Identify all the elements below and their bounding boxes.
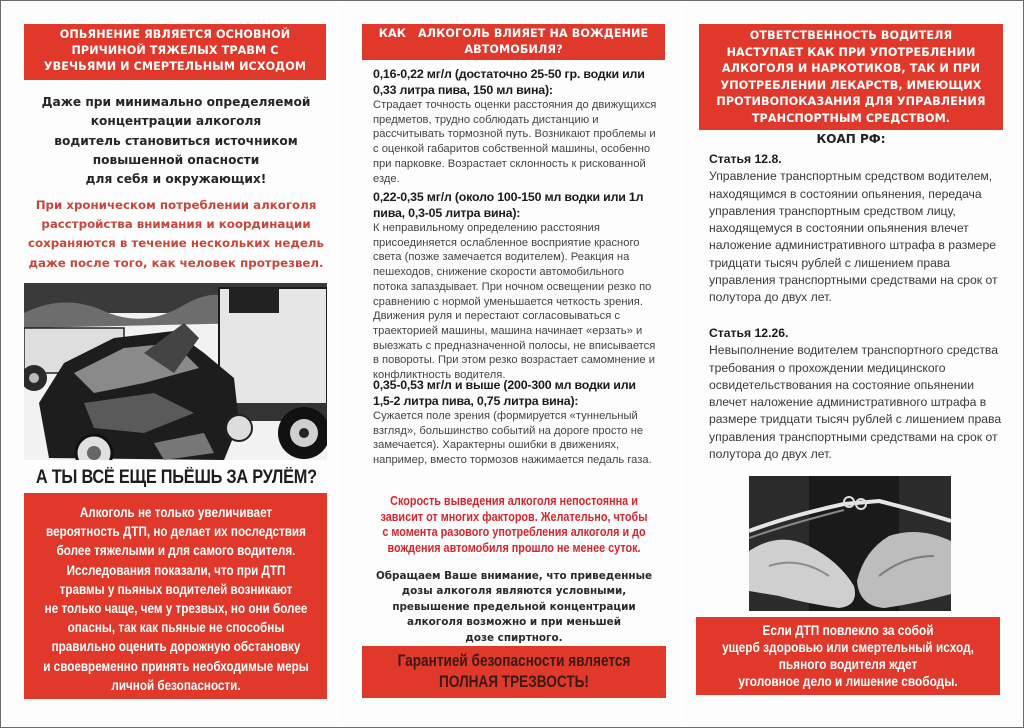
footer-line: Если ДТП повлекло за собой — [762, 623, 934, 638]
intro-line: водитель становиться источником — [54, 133, 298, 148]
footer-line: ПОЛНАЯ ТРЕЗВОСТЬ! — [439, 672, 589, 691]
warning-line: При хроническом потреблении алкоголя — [35, 198, 317, 212]
right-header-line: ПРОТИВОПОКАЗАНИЯ ДЛЯ УПРАВЛЕНИЯ — [716, 95, 986, 109]
dose-section-1 — [373, 67, 659, 186]
code-title-text: КОАП РФ: — [816, 132, 886, 146]
right-header-line: УПОТРЕБЛЕНИИ ЛЕКАРСТВ, ИМЕЮЩИХ — [720, 78, 982, 92]
left-intro-text — [21, 93, 331, 189]
article-title: Статья 12.8. — [709, 152, 782, 166]
red-note-line: с момента разового употребления алкоголя и до — [382, 525, 646, 539]
intro-line: для себя и окружающих! — [85, 172, 267, 187]
info-line: опасны, так как пьяные не способны — [67, 620, 285, 636]
middle-header-line: АВТОМОБИЛЯ? — [464, 43, 563, 56]
panel-middle — [343, 1, 685, 727]
warning-line: сохраняются в течение нескольких недель — [28, 236, 324, 251]
left-header-banner — [24, 24, 326, 80]
handcuffs-photo — [749, 476, 951, 611]
dose-text: К неправильному определению расстояния присоединяется ослабленное восприятие красного света (позже замечается водителем). Реакция на пешеходов, снижение скорости автомобильного потока запаздывает. При ночном освещении резко по сравнению с нормой уменьшается четкость зрения. Движения руля и перестают согласовываться с траекторией машины, машина начинает «ерзать» и выезжать с предназначенной полосы, не вписывается в повороты. При этом резко возрастает самомнение и конфликтность водителя. — [373, 222, 656, 382]
dose-text: Сужается поле зрения (формируется «туннельный взгляд», большинство событий на дороге просто не замечается). Характерны ошибки в движениях, например, вместо тормозов нажимается педаль газа. — [373, 410, 652, 467]
article-12-26 — [709, 325, 1009, 463]
article-title: Статья 12.26. — [709, 326, 789, 340]
left-warning-text — [21, 196, 331, 273]
info-line: Алкоголь не только увеличивает — [79, 505, 273, 520]
notice-line: дозе спиртного. — [465, 631, 563, 644]
dose-section-3 — [373, 378, 659, 468]
footer-line: пьяного водителя ждет — [778, 657, 918, 672]
info-line: и своевременно принять необходимые меры — [43, 658, 309, 674]
left-slogan — [11, 467, 341, 489]
middle-header-line: КАК АЛКОГОЛЬ ВЛИЯЕТ НА ВОЖДЕНИЕ — [378, 27, 649, 40]
dose-section-2 — [373, 190, 659, 383]
notice-line: дозы алкоголя являются условными, — [401, 585, 627, 598]
warning-line: расстройства внимания и координации — [41, 217, 311, 232]
right-footer-banner — [696, 617, 1000, 695]
dose-heading: 0,22-0,35 мг/л (около 100-150 мл водки или 1л пива, 0,3-05 литра вина): — [373, 190, 644, 220]
info-line: Исследования показали, что при ДТП — [66, 562, 286, 578]
info-line: правильно оценить дорожную обстановку — [51, 639, 301, 655]
slogan-text: А ТЫ ВСЁ ЕЩЕ ПЬЁШЬ ЗА РУЛЁМ? — [35, 467, 317, 488]
article-12-8 — [709, 151, 1009, 307]
middle-header-banner — [362, 24, 665, 60]
footer-line: ущерб здоровью или смертельный исход, — [722, 640, 974, 655]
info-line: вероятность ДТП, но делает их последствия — [46, 524, 306, 540]
footer-line: Гарантией безопасности является — [397, 651, 631, 670]
info-line: личной безопасности. — [111, 677, 241, 693]
left-info-box — [24, 493, 327, 699]
right-header-line: ОТВЕТСТВЕННОСТЬ ВОДИТЕЛЯ — [749, 29, 953, 42]
dose-heading: 0,16-0,22 мг/л (достаточно 25-50 гр. водки или 0,33 литра пива, 150 мл вина): — [373, 67, 645, 97]
intro-line: Даже при минимально определяемой — [41, 95, 311, 109]
intro-line: повышенной опасности — [92, 152, 260, 167]
red-note-line: вождения автомобиля прошло не менее суток. — [387, 540, 641, 555]
red-note-line: Скорость выведения алкоголя непостоянна и — [390, 494, 638, 508]
red-note-line: зависит от многих факторов. Желательно, чтобы — [380, 509, 648, 524]
notice-line: превышение предельной концентрации — [392, 600, 636, 613]
article-text: Управление транспортным средством водителем, находящимся в состоянии опьянения, передача управления транспортным средством лицу, находящемуся в состоянии опьянения влечет наложение административного штрафа в размере тридцати тысяч рублей с лишением права управления транспортными средствами на срок от полутора до двух лет. — [709, 169, 998, 305]
middle-footer-banner — [362, 646, 666, 698]
info-line: более тяжелыми и для самого водителя. — [56, 543, 296, 559]
crash-photo — [24, 283, 327, 460]
left-header-line: ПРИЧИНОЙ ТЯЖЕЛЫХ ТРАВМ С — [71, 44, 279, 57]
notice-line: Обращаем Ваше внимание, что приведенные — [375, 570, 653, 582]
middle-red-note — [343, 494, 685, 556]
dose-text: Страдает точность оценки расстояния до движущихся предметов, трудно соблюдать дистанцию и рассчитывать тормозной путь. Возникают проблемы и с оценкой габаритов собственной машины, особенно при парковке. Возрастает склонность к рискованной езде. — [373, 99, 657, 185]
warning-line: даже после того, как человек протрезвел. — [28, 255, 324, 270]
footer-line: уголовное дело и лишение свободы. — [738, 674, 958, 689]
article-text: Невыполнение водителем транспортного средства требования о прохождении медицинского освидетельствования на состояние опьянении влечет наложение административного штрафа в размере тридцати тысяч рублей с лишением права управления транспортными средствами на срок от полутора до двух лет. — [709, 343, 1002, 462]
left-header-line: ОПЬЯНЕНИЕ ЯВЛЯЕТСЯ ОСНОВНОЙ — [59, 28, 291, 41]
code-title — [699, 132, 1003, 146]
info-line: не только чаще, чем у трезвых, но они более — [44, 601, 308, 617]
panel-left — [1, 1, 341, 727]
info-line: травмы у пьяных водителей возникают — [59, 581, 293, 597]
right-header-line: ТРАНСПОРТНЫМ СРЕДСТВОМ. — [751, 111, 951, 125]
right-header-line: АЛКОГОЛЯ И НАРКОТИКОВ, ТАК И ПРИ — [721, 62, 981, 76]
right-header-banner — [699, 24, 1003, 130]
dose-heading: 0,35-0,53 мг/л и выше (200-300 мл водки или 1,5-2 литра пива, 0,75 литра вина): — [373, 378, 636, 408]
panel-right — [687, 1, 1023, 727]
right-header-line: НАСТУПАЕТ КАК ПРИ УПОТРЕБЛЕНИИ — [726, 45, 976, 59]
notice-line: алкоголя возможно и при меньшей — [406, 616, 621, 629]
left-header-line: УВЕЧЬЯМИ И СМЕРТЕЛЬНЫМ ИСХОДОМ — [43, 60, 307, 73]
middle-notice — [353, 569, 675, 646]
intro-line: концентрации алкоголя — [90, 114, 262, 129]
